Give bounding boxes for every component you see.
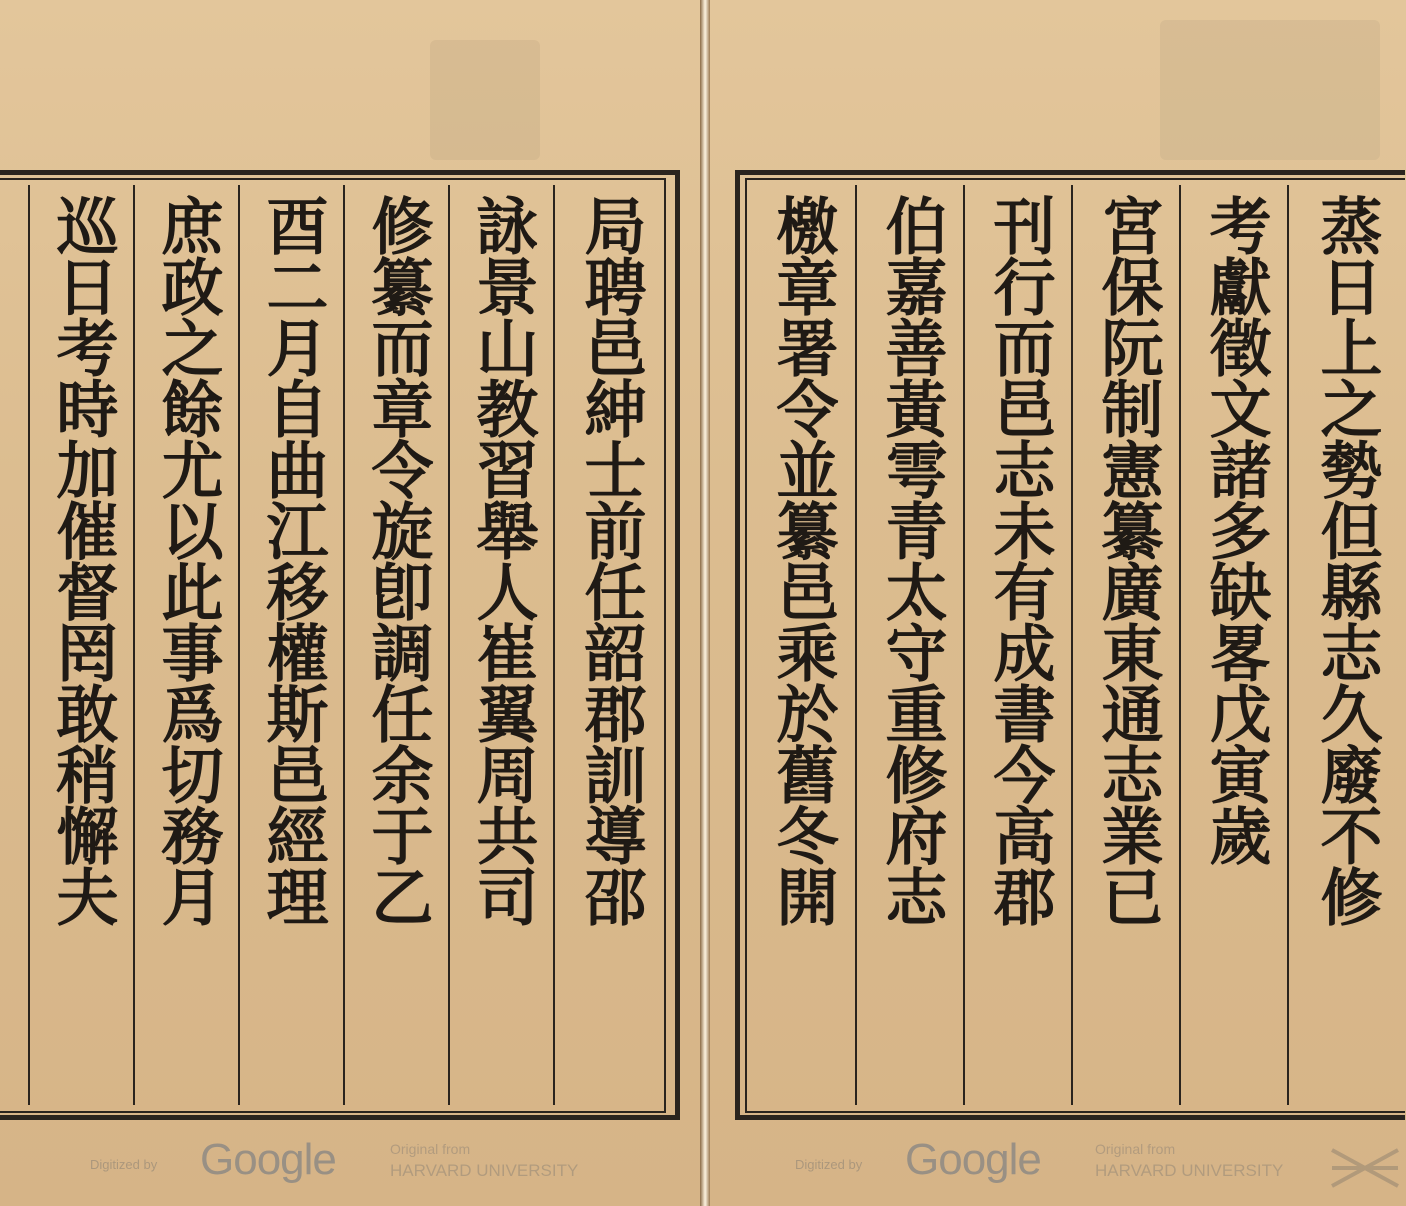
column-rule bbox=[238, 185, 240, 1105]
column-text: 檄章署令並纂邑乘於舊冬開 bbox=[766, 194, 839, 926]
digitized-by-label: Digitized by bbox=[795, 1157, 863, 1172]
institution-label: HARVARD UNIVERSITY bbox=[390, 1161, 579, 1180]
column-rule bbox=[133, 185, 135, 1105]
text-column bbox=[347, 180, 447, 1110]
original-from-label: Original from bbox=[1095, 1141, 1176, 1157]
original-from-label: Original from bbox=[390, 1141, 471, 1157]
ink-bleed-stain bbox=[430, 40, 540, 160]
column-rule bbox=[1287, 185, 1289, 1105]
column-text: 庶政之餘尤以此事爲切務月 bbox=[151, 194, 224, 926]
column-text: 考獻徵文諸多缺畧戊寅歲 bbox=[1199, 194, 1272, 865]
text-column bbox=[560, 180, 660, 1110]
ink-bleed-stain bbox=[1160, 20, 1380, 160]
column-text: 酉二月自曲江移權斯邑經理 bbox=[256, 194, 329, 926]
institution-label: HARVARD UNIVERSITY bbox=[1095, 1161, 1284, 1180]
column-text: 巡日考時加催督罔敢稍懈夫 bbox=[46, 194, 119, 926]
column-rule bbox=[855, 185, 857, 1105]
column-text: 局聘邑紳士前任韶郡訓導邵 bbox=[574, 194, 647, 926]
book-gutter bbox=[700, 0, 710, 1206]
text-column bbox=[242, 180, 342, 1110]
column-text: 詠景山教習舉人崔翼周共司 bbox=[466, 194, 539, 926]
column-text: 宮保阮制憲纂廣東通志業已 bbox=[1091, 194, 1164, 926]
column-rule bbox=[963, 185, 965, 1105]
column-rule bbox=[1071, 185, 1073, 1105]
text-column bbox=[452, 180, 552, 1110]
column-text: 修纂而章令旋卽調任余于乙 bbox=[361, 194, 434, 926]
text-column bbox=[860, 180, 962, 1110]
column-rule bbox=[1179, 185, 1181, 1105]
column-rule bbox=[448, 185, 450, 1105]
text-column bbox=[968, 180, 1070, 1110]
digitized-by-label: Digitized by bbox=[90, 1157, 158, 1172]
text-column bbox=[1184, 180, 1286, 1110]
google-logo: Google bbox=[200, 1135, 336, 1184]
text-column bbox=[137, 180, 237, 1110]
text-column bbox=[32, 180, 132, 1110]
column-rule bbox=[553, 185, 555, 1105]
google-watermark-right bbox=[795, 1135, 1335, 1195]
harvard-lattice-icon bbox=[1330, 1140, 1400, 1196]
column-rule bbox=[343, 185, 345, 1105]
column-text: 刊行而邑志未有成書今高郡 bbox=[983, 194, 1056, 926]
google-watermark-left bbox=[90, 1135, 630, 1195]
column-text: 蒸日上之勢但縣志久廢不修 bbox=[1310, 194, 1383, 926]
google-logo: Google bbox=[905, 1135, 1041, 1184]
text-column bbox=[750, 180, 854, 1110]
column-text: 伯嘉善黃雩青太守重修府志 bbox=[875, 194, 948, 926]
column-rule bbox=[28, 185, 30, 1105]
text-column bbox=[1076, 180, 1178, 1110]
text-column bbox=[1292, 180, 1400, 1110]
